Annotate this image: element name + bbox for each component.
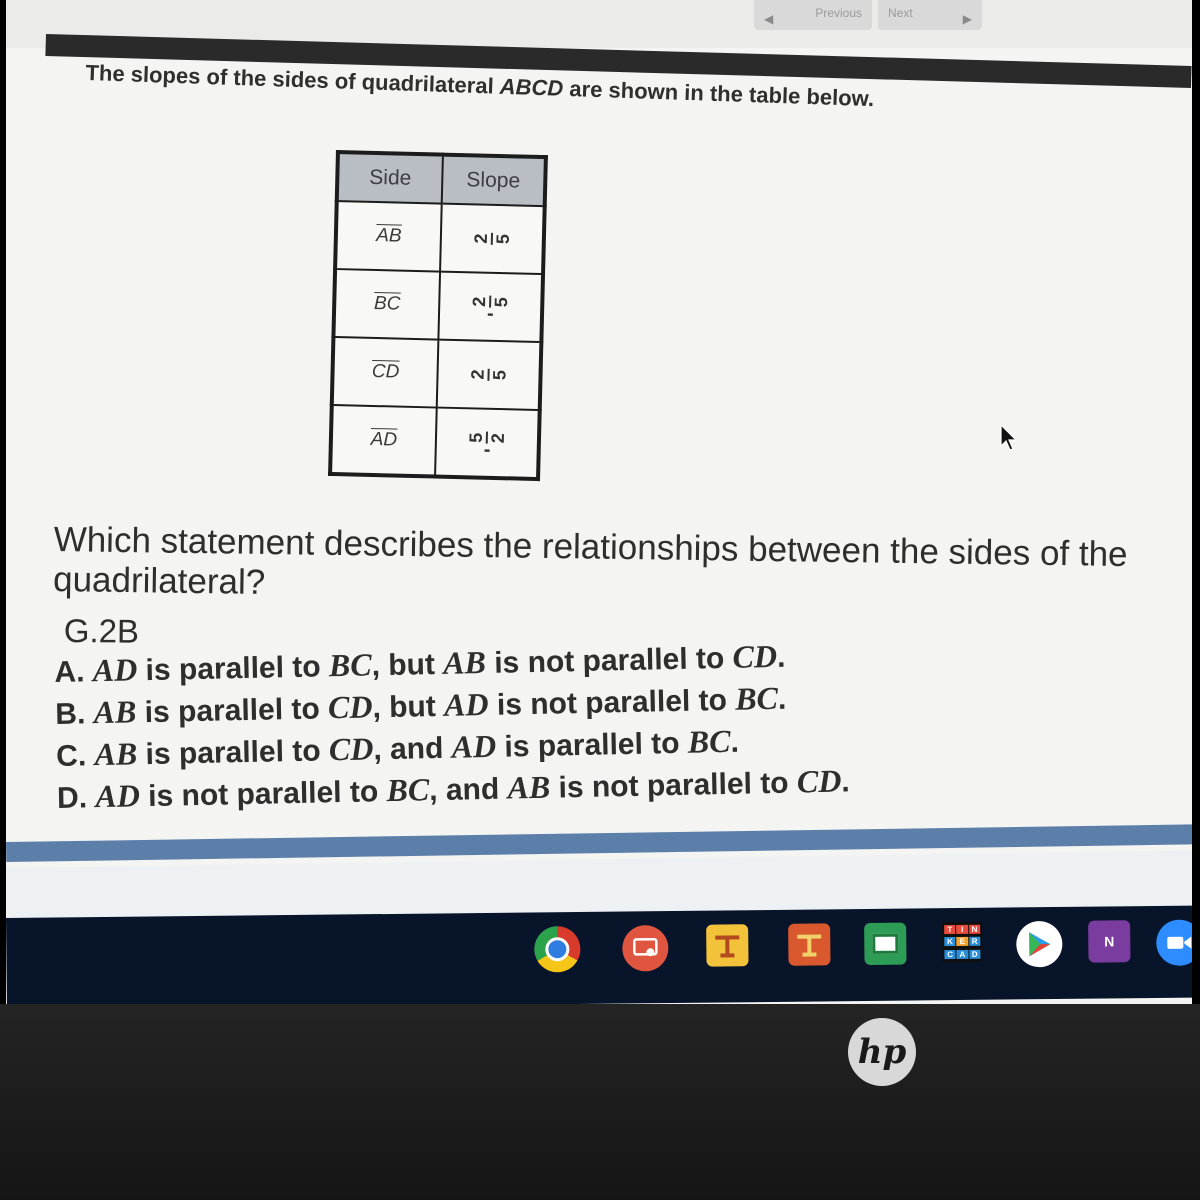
orange-app-icon[interactable] <box>788 923 830 965</box>
standard-code: G.2B <box>63 612 140 650</box>
tinkercad-letter: D <box>969 950 980 959</box>
tinkercad-letter: T <box>944 925 955 934</box>
intro-text-start: The slopes of the sides of quadrilateral <box>85 60 501 99</box>
segment-name: AD <box>443 685 489 723</box>
side-cell <box>330 405 437 477</box>
table-row <box>333 269 543 342</box>
answer-choices <box>54 633 850 818</box>
segment-name: AD <box>451 727 497 765</box>
slope-fraction <box>472 232 512 245</box>
slope-fraction <box>468 368 508 381</box>
question-content <box>6 0 1192 860</box>
zoom-icon[interactable] <box>1156 919 1192 965</box>
tinkercad-letter: K <box>944 938 955 947</box>
tinkercad-letter: R <box>969 937 980 946</box>
table-header-row <box>337 152 546 206</box>
hp-logo <box>848 1018 916 1086</box>
segment-name: CD <box>732 637 778 675</box>
choice-letter: B. <box>55 697 86 731</box>
slope-numerator: 2 <box>470 295 491 308</box>
table-row <box>332 337 542 410</box>
segment-name: CD <box>796 762 842 800</box>
previous-button-label: Previous <box>815 6 862 20</box>
tinkercad-letter: I <box>956 925 967 934</box>
question-prompt: Which statement describes the relationships between the sides of the quadrilateral? <box>52 520 1128 602</box>
choice-text: . <box>776 640 786 674</box>
choice-text: , but <box>371 647 444 683</box>
segment-name: BC <box>386 771 430 809</box>
slope-cell <box>440 204 545 274</box>
laptop-bezel <box>0 1004 1200 1200</box>
slope-value <box>472 232 512 245</box>
slope-cell <box>437 340 542 410</box>
segment-name: BC <box>734 679 779 717</box>
choice-text: . <box>840 765 851 799</box>
chromeos-shelf <box>6 906 1192 1010</box>
segment-name: AB <box>93 693 137 731</box>
side-label: $\overline{BC}$ <box>373 292 401 315</box>
tinkercad-letter: A <box>957 950 968 959</box>
side-label: $\overline{AD}$ <box>370 428 398 451</box>
choice-letter: C. <box>55 739 87 773</box>
intro-text-end: are shown in the table below. <box>562 75 875 112</box>
slope-sign: - <box>486 302 494 325</box>
onenote-letter: N <box>1104 933 1115 950</box>
arrow-right-icon: ▶ <box>962 12 972 26</box>
side-cell <box>333 269 440 340</box>
choice-text: is not parallel to <box>485 641 733 680</box>
mouse-cursor-icon <box>1000 424 1022 452</box>
choice-letter: A. <box>54 655 85 689</box>
segment-name: AD <box>92 651 138 689</box>
table-row <box>335 201 545 274</box>
tinkercad-letter: N <box>969 925 980 934</box>
slope-denominator: 5 <box>489 369 510 381</box>
slope-numerator: 5 <box>467 431 488 444</box>
side-label: $\overline{AB}$ <box>375 225 402 247</box>
choice-letter: D. <box>56 781 88 815</box>
slope-value <box>468 368 508 381</box>
choice-text: is parallel to <box>136 650 330 688</box>
slope-value <box>469 295 512 325</box>
segment-name: AD <box>95 777 141 815</box>
choice-text: . <box>730 725 740 759</box>
segment-name: CD <box>327 688 373 726</box>
segment-name: AB <box>94 735 138 773</box>
choice-text: is parallel to <box>136 734 330 772</box>
slope-denominator: 2 <box>487 432 509 444</box>
onenote-icon[interactable] <box>1088 920 1130 962</box>
choice-text: , and <box>428 772 508 808</box>
segment-name: BC <box>328 646 372 684</box>
classroom-icon[interactable] <box>864 923 906 965</box>
segment-name: CD <box>328 730 374 768</box>
choice-text: is not parallel to <box>139 775 387 814</box>
laptop-screen <box>6 0 1192 1010</box>
slope-table <box>328 150 548 481</box>
side-label: $\overline{CD}$ <box>371 360 400 383</box>
arrow-left-icon: ◀ <box>764 12 774 26</box>
table-body <box>330 201 545 479</box>
slope-cell <box>435 408 540 479</box>
slope-denominator: 5 <box>492 233 513 245</box>
slope-denominator: 5 <box>491 296 512 308</box>
choice-text: , but <box>372 689 445 725</box>
slope-numerator: 2 <box>472 232 493 245</box>
column-header-side: Side <box>337 152 443 204</box>
cast-icon[interactable] <box>622 925 668 971</box>
choice-text: is not parallel to <box>549 766 798 805</box>
side-cell <box>335 201 442 272</box>
slope-value <box>465 431 509 461</box>
segment-name: AB <box>507 768 551 806</box>
column-header-slope: Slope <box>442 155 546 207</box>
chrome-icon[interactable] <box>534 926 580 972</box>
hp-logo-text: hp <box>857 1032 907 1072</box>
choice-text: is parallel to <box>495 726 689 764</box>
question-intro <box>85 60 985 116</box>
choice-text: is not parallel to <box>488 683 736 722</box>
table-row <box>330 405 540 479</box>
segment-name: BC <box>687 722 731 760</box>
quadrilateral-name: ABCD <box>499 73 564 101</box>
tinkercad-letter: C <box>944 950 955 959</box>
choice-text: . <box>777 682 787 716</box>
choice-text: is parallel to <box>136 692 329 730</box>
slope-sign: - <box>483 438 491 461</box>
segment-name: AB <box>442 643 487 681</box>
play-store-icon[interactable] <box>1016 921 1062 967</box>
slope-numerator: 2 <box>468 368 489 381</box>
choice-text: , and <box>373 731 453 767</box>
side-cell <box>332 337 439 408</box>
next-button-label: Next <box>888 6 913 20</box>
tinkercad-letter: E <box>957 937 968 946</box>
tinkercad-icon[interactable] <box>942 922 982 962</box>
slope-cell <box>438 272 543 342</box>
yellow-app-icon[interactable] <box>706 924 748 966</box>
